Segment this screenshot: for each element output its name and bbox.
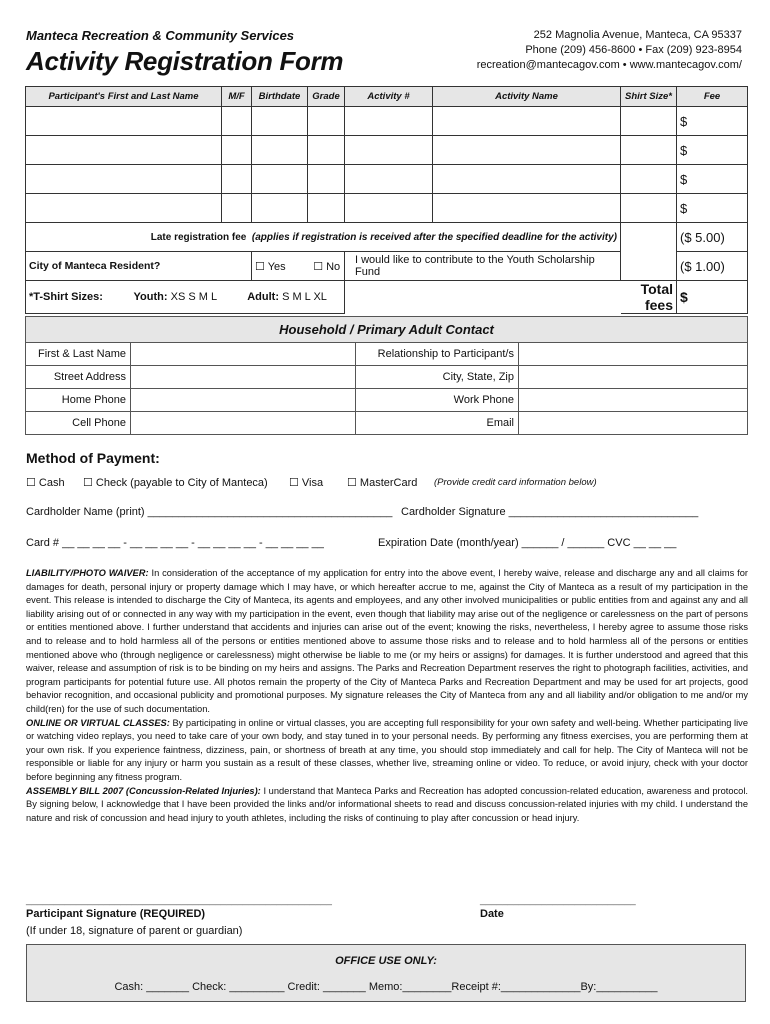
col-participant-name: Participant's First and Last Name [26,87,222,107]
cell-phone-label: Cell Phone [26,412,131,435]
col-activity-name: Activity Name [433,87,621,107]
org-address: 252 Magnolia Avenue, Manteca, CA 95337 [533,29,742,41]
col-mf: M/F [222,87,252,107]
activity-name-field[interactable] [433,136,621,165]
col-grade: Grade [308,87,345,107]
household-heading: Household / Primary Adult Contact [26,317,748,343]
tshirt-sizes: *T-Shirt Sizes: Youth: XS S M L Adult: S M L XL [26,281,345,314]
late-fee-row [26,223,748,252]
page-title: Activity Registration Form [26,46,344,76]
household-table [25,316,748,435]
relationship-label: Relationship to Participant/s [356,343,519,366]
youth-sizes: XS S M L [170,291,218,303]
birthdate-field[interactable] [252,136,308,165]
mf-field[interactable] [222,165,252,194]
waiver-text [26,567,748,825]
payment-heading: Method of Payment: [26,450,160,466]
table-row [26,366,748,389]
table-row [26,389,748,412]
col-shirt-size: Shirt Size* [621,87,677,107]
activity-name-field[interactable] [433,107,621,136]
grade-field[interactable] [308,107,345,136]
cardholder-name-field[interactable]: Cardholder Name (print) ________________________________________ [26,506,393,518]
work-phone-field[interactable] [519,389,748,412]
office-fields: Cash: _______ Check: _________ Credit: _______ Memo:________Receipt #:_____________By:__________ [114,981,658,993]
grade-field[interactable] [308,136,345,165]
org-contact-block [477,28,742,73]
office-heading: OFFICE USE ONLY: [335,955,437,967]
fee-field[interactable]: $ [677,194,748,223]
shirt-size-field[interactable] [621,194,677,223]
email-field[interactable] [519,412,748,435]
first-last-field[interactable] [131,343,356,366]
late-fee-label: Late registration fee (applies if registration is received after the specified deadline for the activity) [26,223,621,252]
participant-name-field[interactable] [26,194,222,223]
home-phone-label: Home Phone [26,389,131,412]
mf-field[interactable] [222,194,252,223]
visa-checkbox[interactable]: ☐ Visa [289,477,324,489]
activity-name-field[interactable] [433,165,621,194]
scholarship-label: I would like to contribute to the Youth Scholarship Fund [345,252,621,281]
mastercard-checkbox[interactable]: ☐ MasterCard [347,477,418,489]
birthdate-field[interactable] [252,107,308,136]
registration-table [25,86,748,314]
liability-text: In consideration of the acceptance of my application for entry into the above event, I hereby waive, release and discharge any and all claims for damages for death, personal injury or property damage which I may have, or which hereafter accrue to me, against the City of Manteca as a result of my participation in the event. This release is intended to discharge the City of Manteca, its agents and employees, and any other involved municipalities or public entities from and against any and all liability arising out of or connected in any way with my participation in the event, even though that liability may arise out of the negligence or carelessness on the part of persons or entities mentioned above. I further understand that accidents and injuries can arise out of the event; knowing the risks, nevertheless, I hereby agree to assume those risks and to release and to hold harmless all of the persons or entities mentioned above to assume those risks and to release and to hold harmless all of the persons or entities mentioned above who (through negligence or carelessness) might otherwise be liable to me (or my heirs or assigns) for damages. It is further understood and agreed that this waiver, release and assumption of risk is to be binding on my heirs and assigns. The Parks and Recreation Department reserves the right to photograph facilities, activities, and program participants for potential future use. All photos remain the property of the City of Manteca Parks and Recreation Department and may be used for art projects, good behavior recognition, and occasional publicity and promotional purposes. My signature releases the City of Manteca from any and all liability and/or obligation to me and/or my child(ren) for the use of such documentation. [26,568,748,714]
table-row [26,165,748,194]
table-row [26,412,748,435]
participant-signature-label: Participant Signature (REQUIRED) [26,908,206,920]
card-number-field[interactable]: Card # __ __ __ __ - __ __ __ __ - __ __ __ __ - __ __ __ __ [26,537,324,549]
city-field[interactable] [519,366,748,389]
scholarship-amount[interactable]: ($ 1.00) [677,252,748,281]
resident-yes-checkbox[interactable]: ☐ Yes [255,260,286,273]
shirt-size-field[interactable] [621,165,677,194]
col-activity-number: Activity # [345,87,433,107]
org-name: Manteca Recreation & Community Services [26,28,295,43]
cardholder-signature-field[interactable]: Cardholder Signature _______________________________ [401,506,699,518]
resident-no-checkbox[interactable]: ☐ No [313,260,341,273]
email-label: Email [356,412,519,435]
cash-checkbox[interactable]: ☐ Cash [26,477,65,489]
resident-checkboxes [252,252,345,281]
col-fee: Fee [677,87,748,107]
under18-note: (If under 18, signature of parent or guardian) [26,925,243,937]
activity-number-field[interactable] [345,136,433,165]
cc-note: (Provide credit card information below) [434,477,597,488]
activity-number-field[interactable] [345,107,433,136]
home-phone-field[interactable] [131,389,356,412]
first-last-label: First & Last Name [26,343,131,366]
birthdate-field[interactable] [252,194,308,223]
activity-number-field[interactable] [345,165,433,194]
table-row [26,136,748,165]
registration-header-row [26,87,748,107]
participant-name-field[interactable] [26,136,222,165]
table-row [26,343,748,366]
fee-field[interactable]: $ [677,165,748,194]
cell-phone-field[interactable] [131,412,356,435]
table-row [26,107,748,136]
total-fees-label: Total fees [621,281,677,314]
online-heading: ONLINE OR VIRTUAL CLASSES: [26,717,170,728]
resident-label: City of Manteca Resident? [26,252,252,281]
participant-name-field[interactable] [26,107,222,136]
grade-field[interactable] [308,194,345,223]
table-row [26,194,748,223]
street-field[interactable] [131,366,356,389]
street-label: Street Address [26,366,131,389]
adult-sizes: S M L XL [282,291,327,303]
city-label: City, State, Zip [356,366,519,389]
resident-row [26,252,748,281]
work-phone-label: Work Phone [356,389,519,412]
assembly-bill-text: I understand that Manteca Parks and Recreation has adopted concussion-related education, awareness and protocol. By signing below, I acknowledge that I have been provided the links and/or informational sheets to read and discuss concussion-related injuries with my child. I understand the nature and risk of concussion and head injury to youth athletes, including the risks of continuing to play after concussion or head injury. [26,785,748,823]
activity-name-field[interactable] [433,194,621,223]
check-checkbox[interactable]: ☐ Check (payable to City of Manteca) [83,477,268,489]
shirt-size-field[interactable] [621,107,677,136]
grade-field[interactable] [308,165,345,194]
total-fees-field[interactable]: $ [677,281,748,314]
assembly-bill-heading: ASSEMBLY BILL 2007 (Concussion-Related Injuries): [26,785,261,796]
participant-name-field[interactable] [26,165,222,194]
date-line[interactable]: ____________________________ [480,895,636,906]
activity-number-field[interactable] [345,194,433,223]
expiration-field[interactable]: Expiration Date (month/year) ______ / ______ CVC __ __ __ [378,537,677,549]
date-label: Date [480,908,504,920]
fee-field[interactable]: $ [677,107,748,136]
birthdate-field[interactable] [252,165,308,194]
mf-field[interactable] [222,136,252,165]
org-contact: recreation@mantecagov.com • www.mantecagov.com/ [476,59,742,71]
online-text: By participating in online or virtual classes, you are accepting full responsibility for your own safety and well-being. Whether participating live or watching video replays, you need to take care of your own body, and stay tuned in to your personal needs. By performing any fitness exercises, you are performing them at your own risk. If you experience faintness, dizziness, pain, or shortness of breath at any time, you should stop immediately and call for help. The City of Manteca will not be responsible or liable for any injury or harm you sustain as a result of these classes, whether live, streaming online or video. To reduce, or avoid injury, check with your doctor before beginning any fitness program. [26,717,748,782]
relationship-field[interactable] [519,343,748,366]
org-phone: Phone (209) 456-8600 • Fax (209) 923-8954 [525,44,742,56]
col-birthdate: Birthdate [252,87,308,107]
shirt-size-field[interactable] [621,136,677,165]
mf-field[interactable] [222,107,252,136]
fee-field[interactable]: $ [677,136,748,165]
tshirt-row [26,281,748,314]
liability-heading: LIABILITY/PHOTO WAIVER: [26,568,149,578]
late-fee-amount: ($ 5.00) [677,223,748,252]
participant-signature-line[interactable]: _______________________________________________________ [26,895,332,906]
office-use-box [26,944,746,1002]
